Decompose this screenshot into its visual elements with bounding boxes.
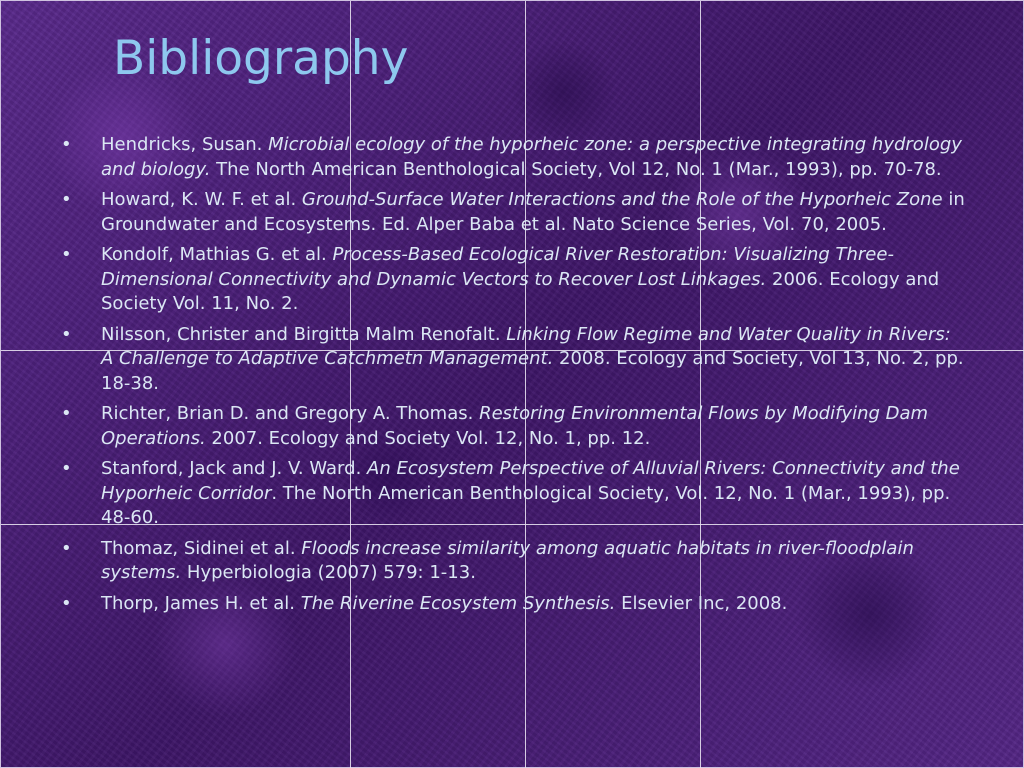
bibliography-entry: [61, 133, 966, 182]
bullet-icon: •: [61, 537, 72, 559]
entry-authors: Howard, K. W. F. et al.: [101, 189, 302, 210]
bibliography-entry: [61, 243, 966, 317]
entry-authors: Hendricks, Susan.: [101, 134, 269, 155]
entry-title: Process-Based Ecological River Restoration: Visualizing Three-Dimensional Connectivity and Dynamic Vectors to Recover Lost Linkages.: [101, 244, 894, 290]
bullet-icon: •: [61, 134, 72, 155]
bibliography-entry: [61, 188, 966, 237]
entry-title: Floods increase similarity among aquatic habitats in river-floodplain systems.: [101, 537, 914, 583]
bullet-icon: •: [61, 592, 72, 614]
entry-authors: Thorp, James H. et al.: [101, 592, 301, 614]
slide-title: Bibliography: [113, 31, 409, 86]
entry-authors: Stanford, Jack and J. V. Ward.: [101, 458, 368, 479]
entry-title: Ground-Surface Water Interactions and the Role of the Hyporheic Zone: [301, 189, 943, 210]
entry-source: The North American Benthological Society, Vol 12, No. 1 (Mar., 1993), pp. 70-78.: [210, 158, 942, 180]
entry-source: Elsevier Inc, 2008.: [615, 592, 788, 614]
entry-source: 2006. Ecology and Society Vol. 11, No. 2.: [101, 268, 940, 314]
entry-authors: Richter, Brian D. and Gregory A. Thomas.: [101, 403, 480, 424]
entry-title: The Riverine Ecosystem Synthesis.: [300, 592, 616, 614]
bibliography-entry: [61, 537, 966, 586]
bullet-icon: •: [61, 403, 72, 424]
entry-source: in Groundwater and Ecosystems. Ed. Alper Baba et al. Nato Science Series, Vol. 70, 2005.: [101, 189, 965, 235]
entry-title: An Ecosystem Perspective of Alluvial Rivers: Connectivity and the Hyporheic Corridor: [101, 458, 960, 504]
bibliography-entry: [61, 323, 966, 397]
bullet-icon: •: [61, 189, 72, 210]
bullet-icon: •: [61, 244, 72, 265]
entry-title: Linking Flow Regime and Water Quality in Rivers: A Challenge to Adaptive Catchmetn Management.: [101, 323, 951, 369]
entry-source: 2007. Ecology and Society Vol. 12, No. 1, pp. 12.: [205, 427, 651, 449]
bibliography-entry: [61, 402, 966, 451]
entry-authors: Nilsson, Christer and Birgitta Malm Renofalt.: [101, 323, 507, 345]
entry-authors: Thomaz, Sidinei et al.: [101, 537, 302, 559]
bullet-icon: •: [61, 323, 72, 345]
bibliography-list: [61, 133, 966, 622]
bullet-icon: •: [61, 458, 72, 479]
entry-source: 2008. Ecology and Society, Vol 13, No. 2, pp. 18-38.: [101, 348, 964, 394]
bibliography-entry: [61, 457, 966, 531]
entry-source: . The North American Benthological Society, Vol. 12, No. 1 (Mar., 1993), pp. 48-60.: [101, 482, 951, 528]
entry-source: Hyperbiologia (2007) 579: 1-13.: [181, 562, 476, 583]
entry-authors: Kondolf, Mathias G. et al.: [101, 244, 333, 265]
entry-title: Restoring Environmental Flows by Modifying Dam Operations.: [101, 403, 929, 449]
entry-title: Microbial ecology of the hyporheic zone: a perspective integrating hydrology and biology.: [101, 134, 962, 180]
bibliography-entry: [61, 592, 966, 617]
